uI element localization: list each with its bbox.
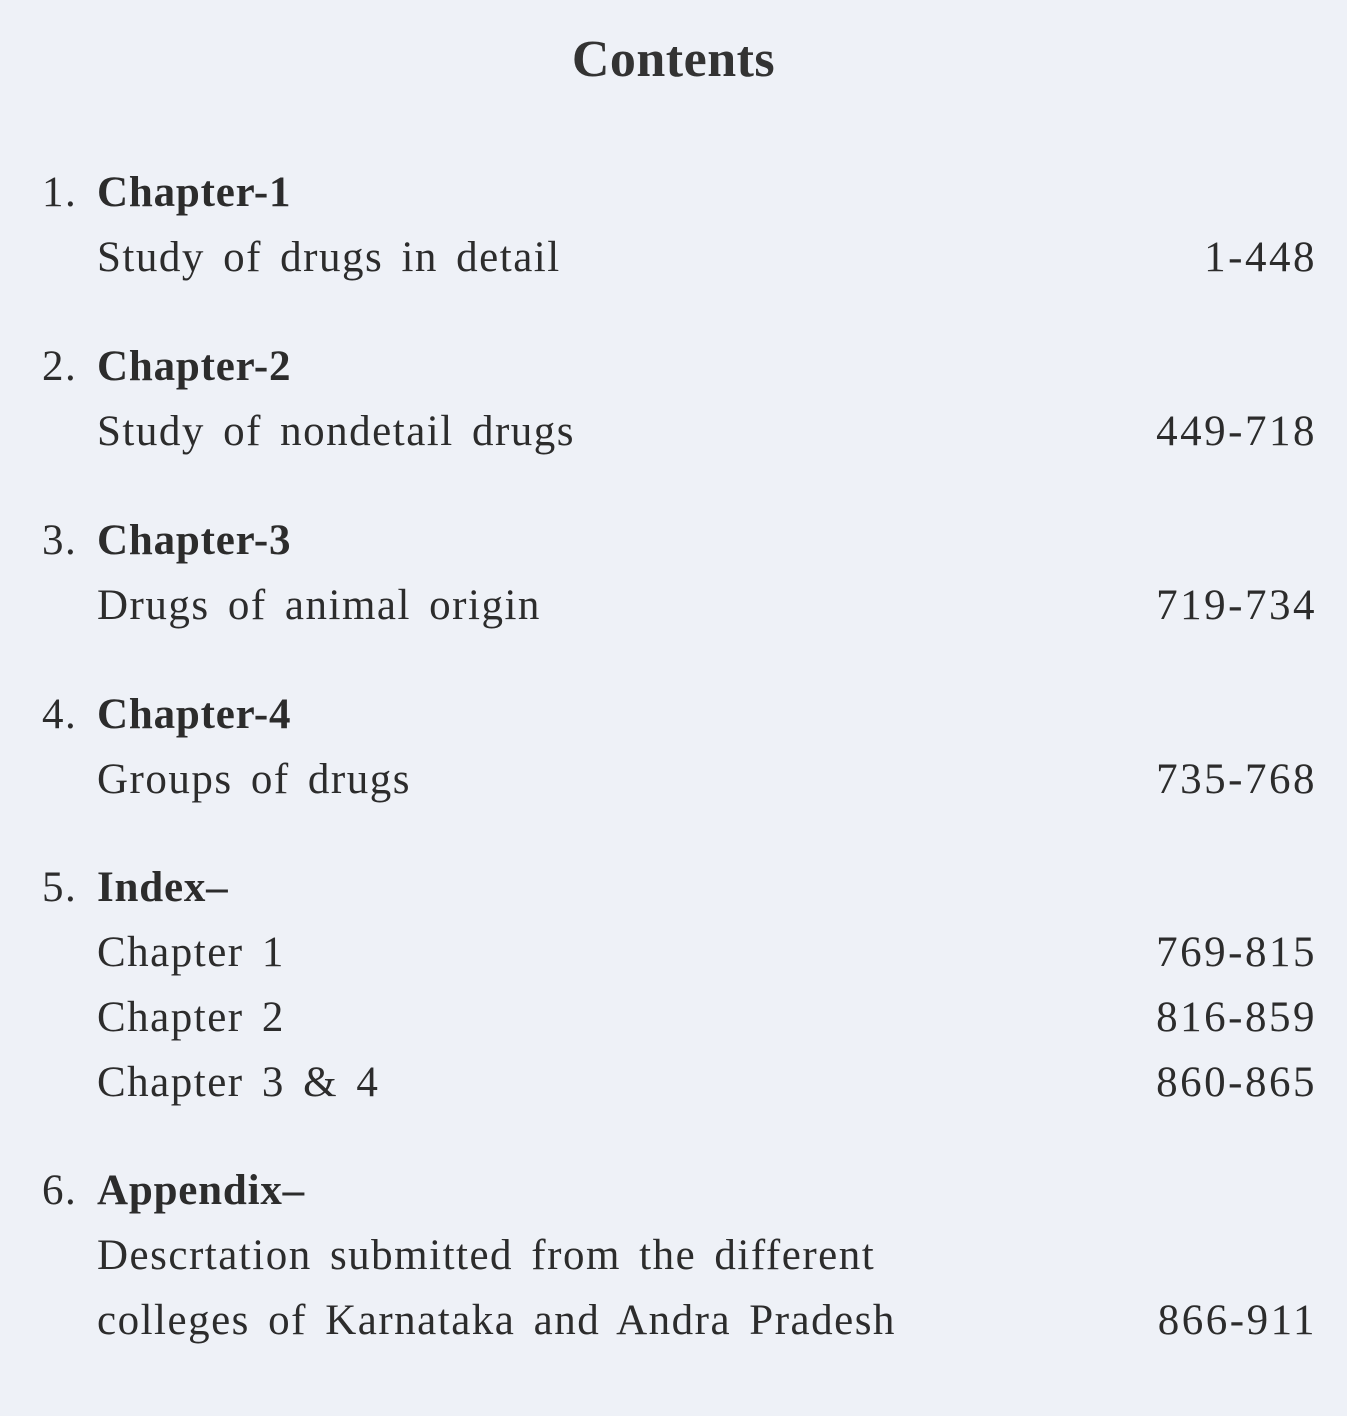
section-heading-row xyxy=(0,858,1347,918)
entry-label: colleges of Karnataka and Andra Pradesh xyxy=(97,1297,896,1344)
toc-entry[interactable] xyxy=(0,576,1347,636)
entry-pages: 866-911 xyxy=(1157,1297,1317,1344)
section-number: 3. xyxy=(42,517,78,564)
section-heading-row xyxy=(0,337,1347,397)
section-number: 2. xyxy=(42,343,78,390)
section-heading: Chapter-3 xyxy=(97,517,292,564)
toc-entry[interactable] xyxy=(0,923,1347,983)
entry-label: Groups of drugs xyxy=(97,756,411,803)
section-heading-row xyxy=(0,163,1347,223)
entry-label: Chapter 3 & 4 xyxy=(97,1059,380,1106)
section-number: 1. xyxy=(42,169,78,216)
entry-label: Chapter 2 xyxy=(97,994,285,1041)
entry-pages: 719-734 xyxy=(1156,582,1317,629)
entry-label: Descrtation submitted from the different xyxy=(97,1232,876,1279)
toc-entry[interactable] xyxy=(0,228,1347,288)
entry-pages: 449-718 xyxy=(1156,408,1317,455)
entry-pages: 860-865 xyxy=(1156,1059,1317,1106)
section-heading: Appendix– xyxy=(97,1167,305,1214)
toc-entry[interactable] xyxy=(0,988,1347,1048)
entry-pages: 735-768 xyxy=(1156,756,1317,803)
section-number: 6. xyxy=(42,1167,78,1214)
section-heading-row xyxy=(0,685,1347,745)
toc-entry[interactable] xyxy=(0,1291,1347,1351)
entry-label: Study of nondetail drugs xyxy=(97,408,575,455)
entry-label: Study of drugs in detail xyxy=(97,234,561,281)
toc-entry[interactable] xyxy=(0,402,1347,462)
entry-label: Drugs of animal origin xyxy=(97,582,541,629)
section-heading: Chapter-4 xyxy=(97,691,292,738)
section-heading-row xyxy=(0,511,1347,571)
toc-entry-line xyxy=(0,1226,1347,1286)
section-number: 5. xyxy=(42,864,78,911)
section-number: 4. xyxy=(42,691,78,738)
toc-entry[interactable] xyxy=(0,750,1347,810)
toc-entry[interactable] xyxy=(0,1053,1347,1113)
entry-pages: 816-859 xyxy=(1156,994,1317,1041)
section-heading: Index– xyxy=(97,864,229,911)
entry-pages: 769-815 xyxy=(1156,929,1317,976)
entry-pages: 1-448 xyxy=(1204,234,1317,281)
entry-label: Chapter 1 xyxy=(97,929,285,976)
section-heading: Chapter-2 xyxy=(97,343,292,390)
section-heading: Chapter-1 xyxy=(97,169,292,216)
page-title: Contents xyxy=(571,31,776,88)
section-heading-row xyxy=(0,1161,1347,1221)
